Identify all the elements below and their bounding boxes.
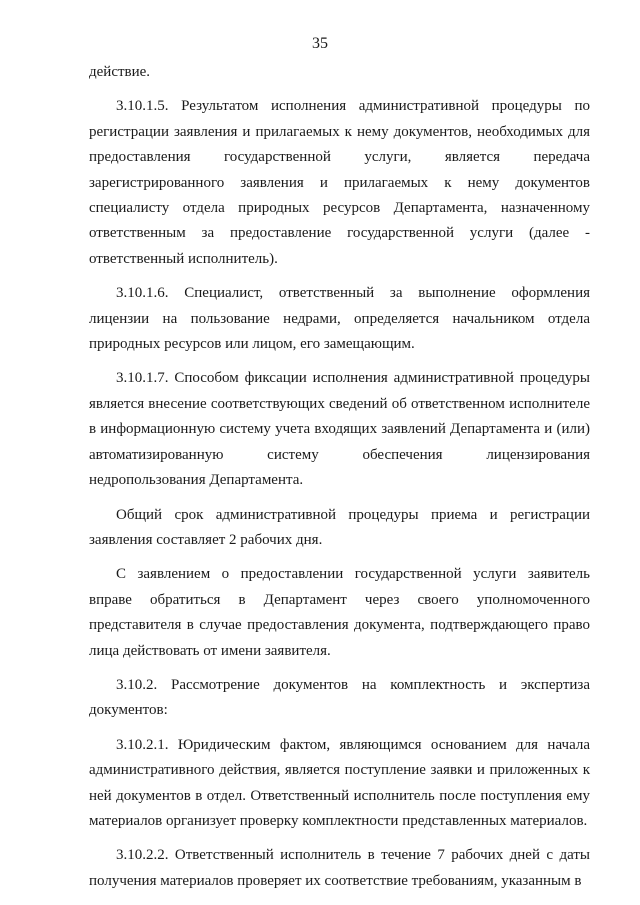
paragraph-3-10-1-6: 3.10.1.6. Специалист, ответственный за выполнение оформления лицензии на пользование недрами, определяется начальником отдела природных ресурсов или лицом, его замещающим.	[89, 285, 590, 353]
paragraph-3-10-1-5: 3.10.1.5. Результатом исполнения административной процедуры по регистрации заявления и прилагаемых к нему документов, необходимых для предоставления государственной услуги, является передача зарегистрированного заявления и прилагаемых к нему документов специалисту отдела природных ресурсов Департамента, назначенному ответственным за предоставление государственной услуги (далее - ответственный исполнитель).	[89, 98, 590, 267]
page-number: 35	[312, 35, 328, 52]
paragraph-3-10-2: 3.10.2. Рассмотрение документов на комплектность и экспертиза документов:	[89, 676, 590, 719]
paragraph-continuation: действие.	[89, 64, 151, 80]
body-text	[89, 60, 590, 894]
paragraph-3-10-1-7: 3.10.1.7. Способом фиксации исполнения административной процедуры является внесение соответствующих сведений об ответственном исполнителе в информационную систему учета входящих заявлений Департамента и (или) автоматизированную систему обеспечения лицензирования недропользования Департамента.	[89, 370, 590, 489]
paragraph-representative: С заявлением о предоставлении государственной услуги заявитель вправе обратиться в Департамент через своего уполномоченного представителя в случае предоставления документа, подтверждающего право лица действовать от имени заявителя.	[89, 566, 590, 659]
paragraph-3-10-2-1: 3.10.2.1. Юридическим фактом, являющимся основанием для начала административного действия, является поступление заявки и приложенных к ней документов в отдел. Ответственный исполнитель после поступления ему материалов организует проверку комплектности представленных материалов.	[89, 736, 590, 829]
paragraph-total-term: Общий срок административной процедуры приема и регистрации заявления составляет 2 рабочих дня.	[89, 506, 590, 548]
paragraph-3-10-2-2: 3.10.2.2. Ответственный исполнитель в течение 7 рабочих дней с даты получения материалов проверяет их соответствие требованиям, указанным в	[89, 847, 590, 889]
